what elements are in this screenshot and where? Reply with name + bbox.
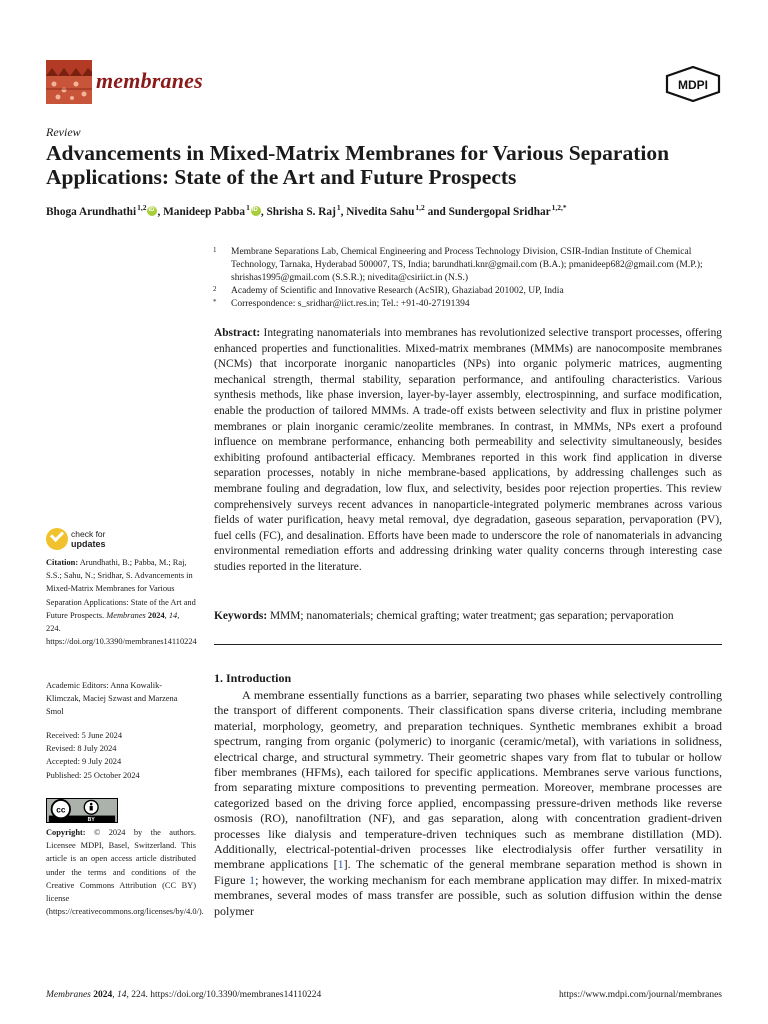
mdpi-logo-text: MDPI [678, 78, 708, 92]
citation-journal: Membranes [106, 610, 146, 620]
keywords-label: Keywords: [214, 610, 268, 622]
affiliation-text: Correspondence: s_sridhar@iict.res.in; Tel.: +91-40-27191394 [231, 298, 470, 309]
abstract-text: Integrating nanomaterials into membranes has revolutionized selective transport processes, offering enhanced properties and functionalities. Mixed-matrix membranes (MMMs) are nanocomposite membranes (NCMs) that incorporate inorganic nanoparticles (NPs) into organic polymeric matrices, augmenting mechanical strength, thermal stability, separation performance, and antifouling characteristics. Various synthesis methods, like phase inversion, layer-by-layer assembly, electrospinning, and surface modification, enable the production of tailored MMMs. A trade-off exists between selectivity and flux in pristine polymer membranes or plain inorganic ceramic/zeolite membranes. In contrast, in MMMs, NPs exert a profound influence on membrane performance, enhancing both permeability and selectivity simultaneously, besides exhibiting profound antibacterial efficacy. Membranes reported in this work find application in diverse separation processes, notably in niche membrane-based applications, by addressing challenges such as membrane fouling and degradation, low flux, and selectivity, besides poor rejection properties. This review comprehensively surveys recent advances in nanoparticle-integrated polymeric membranes across various fields of water purification, heavy metal removal, dye degradation, gaseous separation, pervaporation (PV), fuel cells (FC), and desalination. Efforts have been made to underscore the role of nanomaterials in advancing environmental remediation efforts and addressing drinking water quality concerns through interesting case studies reported in the literature. [214, 327, 722, 573]
check-for-updates-button[interactable] [46, 528, 136, 552]
svg-text:BY: BY [87, 817, 95, 823]
paper-title: Advancements in Mixed-Matrix Membranes for Various Separation Applications: State of the Art and Future Prospects [46, 141, 670, 189]
footer-year: 2024 [93, 990, 113, 1000]
affiliation-item [213, 285, 727, 298]
affiliation-item [213, 246, 727, 285]
affiliation-item [213, 298, 727, 311]
footer-journal: Membranes [46, 990, 91, 1000]
author-name: Sundergopal Sridhar [448, 206, 551, 218]
introduction-paragraph [214, 688, 722, 919]
author-name: Bhoga Arundhathi [46, 206, 137, 218]
intro-text-1: A membrane essentially functions as a barrier, separating two phases while selectively controlling the transport of different components. Their classification spans diverse criteria, including membrane material, morphology, geometry, and preparation techniques. Synthetic membranes exhibit a broad spectrum, ranging from organic (polymeric) to inorganic (ceramic/metal), with variations in solidness, electrical charge, and structural symmetry. Their geometric shapes vary from flat to tubular or hollow fiber membranes (HFMs), each tailored for specific applications. Membranes serve various functions, from separating mixture compositions to preventing permeation. Moreover, membrane processes are categorized based on the driving force applied, encompassing pressure-driven methods like reverse osmosis (RO), nanofiltration (NF), and gas separation, along with concentration gradient-driven processes like dialysis and temperature-driven techniques such as membrane distillation (MD). Additionally, electrical-potential-driven processes like electrodialysis offer further versatility in membrane applications [ [214, 688, 722, 872]
copyright-label: Copyright: [46, 828, 86, 837]
affiliations [213, 246, 727, 311]
revised-date: Revised: 8 July 2024 [46, 744, 117, 754]
orcid-icon[interactable] [147, 206, 157, 216]
citation-doi[interactable]: , 224. https://doi.org/10.3390/membranes14110224 [46, 610, 197, 647]
publication-dates [46, 729, 196, 782]
section-heading: 1. Introduction [214, 671, 292, 685]
check-updates-line1: check for [71, 529, 106, 539]
author-affiliation-marker: 1 [336, 203, 341, 212]
citation-text: Arundhathi, B.; Pabba, M.; Raj, S.S.; Sahu, N.; Sridhar, S. Advancements in Mixed-Matrix Membranes for Various Separation Applications: State of the Art and Future Prospects. [46, 558, 196, 620]
author-name: Nivedita Sahu [346, 206, 415, 218]
check-updates-line2: updates [71, 539, 106, 549]
affiliation-text: Membrane Separations Lab, Chemical Engineering and Process Technology Division, CSIR-Indian Institute of Chemical Technology, Tarnaka, Hyderabad 500007, TS, India; barundhati.knr@gmail.com (B.A.); pmanideep682@gmail.com (M.P.); shrishas1995@gmail.com (S.S.R.); nivedita@csiriict.in (N.S.) [231, 247, 703, 283]
footer-citation: Membranes 2024, 14, 224. https://doi.org/10.3390/membranes14110224 [46, 990, 322, 1000]
author-name: Shrisha S. Raj [266, 206, 336, 218]
copyright-text: © 2024 by the authors. Licensee MDPI, Basel, Switzerland. This article is an open access article distributed under the terms and conditions of the Creative Commons Attribution (CC BY) license (https://creativecommons.org/licenses/by/4.0/). [46, 828, 204, 917]
affiliation-marker: * [213, 297, 217, 306]
affiliation-text: Academy of Scientific and Innovative Research (AcSIR), Ghaziabad 201002, UP, India [231, 285, 564, 296]
figure-link-1[interactable]: 1 [249, 872, 256, 887]
keywords [214, 610, 722, 622]
author-affiliation-marker: 1,2 [137, 203, 147, 212]
orcid-icon[interactable] [251, 206, 261, 216]
author-name: Manideep Pabba [163, 206, 246, 218]
citation-label: Citation: [46, 558, 79, 567]
author-separator: , [340, 206, 347, 218]
intro-text-2: ]. The schematic of the general membrane separation method is shown in Figure [214, 857, 723, 887]
article-type: Review [46, 125, 81, 139]
author-separator: , [157, 206, 164, 218]
abstract [214, 326, 722, 576]
author-affiliation-marker: 1 [246, 203, 250, 212]
keywords-text: MMM; nanomaterials; chemical grafting; water treatment; gas separation; pervaporation [270, 610, 674, 622]
intro-text-3: ; however, the working mechanism for each membrane application may differ. In mixed-matrix membranes, several modes of mass transfer are possible, such as solution diffusion within the dense polymer [214, 872, 722, 918]
divider [214, 644, 722, 645]
academic-editors: Academic Editors: Anna Kowalik-Klimczak, Maciej Szwast and Marzena Smol [46, 681, 178, 717]
membranes-logo-icon [46, 60, 92, 104]
accepted-date: Accepted: 9 July 2024 [46, 757, 122, 767]
reference-link-1[interactable]: 1 [337, 857, 344, 872]
abstract-label: Abstract: [214, 327, 261, 339]
check-for-updates-icon [46, 528, 68, 550]
author-list [46, 203, 736, 218]
author-separator: , [260, 206, 267, 218]
published-date: Published: 25 October 2024 [46, 770, 140, 780]
journal-name: membranes [96, 68, 203, 93]
affiliation-marker: 2 [213, 284, 217, 293]
mdpi-logo-icon [664, 66, 722, 102]
citation-volume: 14 [168, 610, 178, 620]
journal-header [46, 60, 722, 106]
footer-volume: 14 [116, 990, 127, 1000]
citation-year: 2024 [147, 610, 165, 620]
copyright-notice [46, 826, 204, 918]
received-date: Received: 5 June 2024 [46, 731, 123, 740]
author-separator: and [424, 206, 449, 218]
citation-block: Citation: Arundhathi, B.; Pabba, M.; Raj, S.S.; Sahu, N.; Sridhar, S. Advancements in Mixed-Matrix Membranes for Various Separation Applications: State of the Art and Future Prospects. Membranes 2024, 14, 224. https://doi.org/10.3390/membranes14110224 [46, 558, 197, 647]
affiliation-marker: 1 [213, 246, 217, 254]
author-affiliation-marker: 1,2 [415, 203, 425, 212]
cc-by-license-icon[interactable] [46, 798, 118, 823]
footer-journal-url[interactable]: https://www.mdpi.com/journal/membranes [559, 990, 722, 1000]
svg-text:cc: cc [56, 805, 66, 815]
footer-doi[interactable]: , 224. https://doi.org/10.3390/membranes14110224 [126, 990, 322, 1000]
author-affiliation-marker: 1,2,* [551, 203, 567, 212]
